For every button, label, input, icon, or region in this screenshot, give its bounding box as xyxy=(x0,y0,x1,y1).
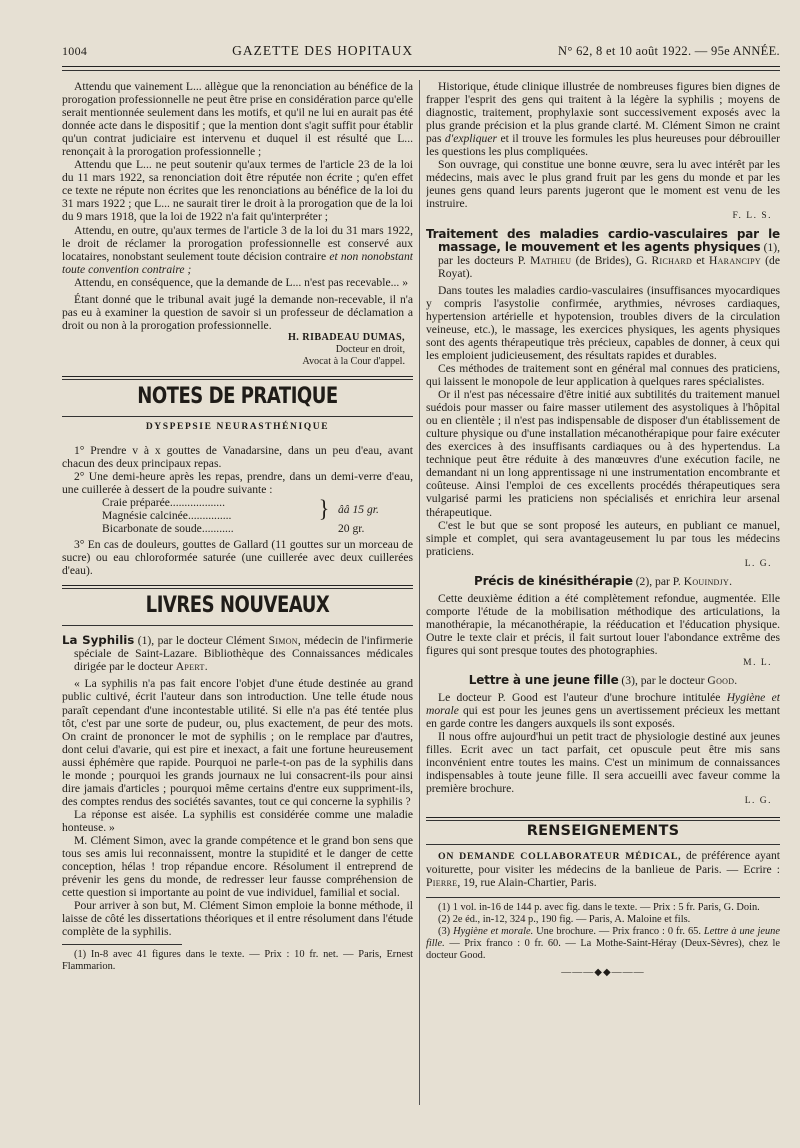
formula-quantity: 20 gr. xyxy=(338,522,365,536)
review-paragraph: « La syphilis n'a pas fait encore l'objet d'une étude destinée au grand public cultivé, écrit l'auteur dans son introduction. Une telle étude nous paraît cependant d'une incontestable utilité. Si elle n'a pas été tentée plus tôt, c'est par une sorte de pudeur, ou, plus exactement, de peur des mots. On craint de prononcer le mot de syphilis ; on le remplace par d'autres, dont celui d'avarie, qui est pire et inexact, a fait une fortune heureusement aussi éphémère que rapide. Pourquoi ne parle-t-on pas de la syphilis dans le monde ; pourquoi les grands journaux ne lui consacrent-ils pour ainsi dire jamais d'articles ; pourquoi même certains d'entre eux suppriment-ils, des comptes rendus des sociétés savantes, tout ce qui concerne la syphilis ? xyxy=(62,677,413,808)
review-paragraph: Ces méthodes de traitement sont en général mal connues des praticiens, qui laissent le monopole de leur application à quelques rares spécialistes. xyxy=(426,361,780,389)
formula-ingredient: Craie préparée................... xyxy=(102,496,225,510)
book-entry: Lettre à une jeune fille (3), par le docteur Good. xyxy=(468,673,738,688)
formula-quantity: ââ 15 gr. xyxy=(338,502,379,516)
review-paragraph: La réponse est aisée. La syphilis est considérée comme une maladie honteuse. » xyxy=(62,807,413,834)
footnote-rule xyxy=(62,944,182,945)
prescription-item: 2° Une demi-heure après les repas, prendre, dans un demi-verre d'eau, une cuillerée à dessert de la poudre suivante : xyxy=(62,470,413,497)
issue-info: N° 62, 8 et 10 août 1922. — 95e ANNÉE. xyxy=(558,44,780,58)
book-author: Harancipy xyxy=(708,253,761,267)
book-author: Simon xyxy=(268,634,298,648)
section-rule-thin xyxy=(62,379,413,380)
author-signature xyxy=(62,332,413,368)
review-italic: Hygiène et morale xyxy=(426,691,780,718)
formula-ingredient: Magnésie calcinée............... xyxy=(102,509,232,523)
left-column xyxy=(62,80,413,1120)
review-paragraph: Pour arriver à son but, M. Clément Simon emploie la bonne méthode, il laisse de côté les dissertations théoriques et il entre résolument dans l'étude complète de la syphilis. xyxy=(62,899,413,939)
journal-title: GAZETTE DES HOPITAUX xyxy=(232,43,414,58)
section-rule-thin xyxy=(426,820,780,821)
book-title: Lettre à une jeune fille xyxy=(468,673,619,688)
ornament-divider: ———◆◆——— xyxy=(561,966,645,978)
running-header xyxy=(62,44,780,66)
review-paragraph: Cette deuxième édition a été complètement refondue, augmentée. Elle comporte l'étude de la mobilisation méthodique des articulations, la manothérapie, la mécanothérapie, la rééducation et l'éducation physique. Outre le texte clair et précis, il fait surtout louer l'abondance extrême des figures qui sont presque toutes des photographies. xyxy=(426,591,780,657)
section-title-renseignements: RENSEIGNEMENTS xyxy=(526,822,680,839)
reviewer-initials: L. G. xyxy=(744,796,772,807)
book-title: Traitement des maladies cardio-vasculaires par le massage, le mouvement et les agents physiques xyxy=(426,226,780,254)
formula-ingredient: Bicarbonate de soude........... xyxy=(102,522,234,536)
classified-ad: ON DEMANDE COLLABORATEUR MÉDICAL, de préférence ayant voiturette, pour visiter les médecins de la banlieue de Paris. — Ecrire : Pierre, 19, rue Alain-Chartier, Paris. xyxy=(426,848,780,889)
review-italic: d'expliquer xyxy=(444,132,497,146)
legal-italic: et non nonobstant toute convention contraire ; xyxy=(62,249,413,276)
footnote: (2) 2e éd., in-12, 324 p., 190 fig. — Paris, A. Maloine et fils. xyxy=(438,913,691,925)
reviewer-initials: L. G. xyxy=(744,558,772,569)
page-number: 1004 xyxy=(62,44,88,58)
header-rule xyxy=(62,66,780,67)
section-title-livres: LIVRES NOUVEAUX xyxy=(145,593,330,619)
review-paragraph: Dans toutes les maladies cardio-vasculaires (insuffisances myocardiques y compris l'asystolie confirmée, arythmies, névroses cardiaques, hypertension artérielle et hypotension, troubles divers de la circulation veineuse, etc.), le massage, les exercices physiques, les agents physiques sont des agents thérapeutique très précieux, capables de donner, à ceux qui les emploient judicieusement, des résultats rapides et durables. xyxy=(426,283,780,362)
section-rule xyxy=(62,376,413,377)
signature-title: Docteur en droit, xyxy=(335,343,405,355)
book-entry: Précis de kinésithérapie (2), par P. Kouindjy. xyxy=(473,573,733,588)
footnote: (1) In-8 avec 41 figures dans le texte. — Prix : 10 fr. net. — Paris, Ernest Flammarion. xyxy=(62,949,413,973)
header-rule-thin xyxy=(62,70,780,71)
book-entry: La Syphilis (1), par le docteur Clément Simon, médecin de l'infirmerie spéciale de Saint-Lazare. Bibliothèque des Connaissances médicales dirigée par le docteur Apert. xyxy=(62,633,413,674)
review-paragraph: Historique, étude clinique illustrée de nombreuses figures bien dignes de frapper l'esprit des gens qui traitent à la légère la syphilis ; moyens de diagnostic, traitement, prophylaxie sont successivement exposés avec la plus grande précision et la plus grande clarté. M. Clément Simon ne craint pas d'expliquer et il trouve les formules les plus heureuses pour débrouiller les questions les plus compliquées. xyxy=(426,80,780,159)
review-paragraph: Son ouvrage, qui constitue une bonne œuvre, sera lu avec intérêt par les médecins, mais avec le plus grand fruit par les gens du monde et par les jeunes gens quand leurs parents jugeront que le moment est venu de les instruire. xyxy=(426,158,780,211)
footnote: (3) Hygiène et morale. Une brochure. — Prix franco : 0 fr. 65. Lettre à une jeune fille. — Prix franco : 0 fr. 60. — La Mothe-Saint-Héray (Deux-Sèvres), chez le docteur Good. xyxy=(426,925,780,961)
section-rule xyxy=(426,817,780,818)
book-entry: Traitement des maladies cardio-vasculaires par le massage, le mouvement et les agents physiques (1), par les docteurs P. Mathieu (de Brides), G. Richard et Harancipy (de Royat). xyxy=(426,226,780,280)
prescription-item: 3° En cas de douleurs, gouttes de Gallard (11 gouttes sur un morceau de sucre) ou eau chloroformée saturée (une cuillerée avec deux cuillerées d'eau). xyxy=(62,538,413,578)
section-rule-thin xyxy=(62,588,413,589)
book-title: Précis de kinésithérapie xyxy=(473,573,633,588)
legal-paragraph xyxy=(62,224,413,276)
reviewer-initials: F. L. S. xyxy=(732,211,772,222)
ad-lead: ON DEMANDE COLLABORATEUR MÉDICAL, xyxy=(438,850,682,862)
signature-title: Avocat à la Cour d'appel. xyxy=(302,355,405,367)
title-rule xyxy=(62,416,413,417)
section-rule xyxy=(62,585,413,586)
brace-icon: } xyxy=(318,494,330,523)
book-director: Apert xyxy=(175,660,205,674)
review-paragraph: Le docteur P. Good est l'auteur d'une brochure intitulée Hygiène et morale qui est pour les jeunes gens un avertissement précieux les mettant en garde contre les dangers auxquels ils sont exposés. xyxy=(426,691,780,731)
footnote: (1) 1 vol. in-16 de 144 p. avec fig. dans le texte. — Prix : 5 fr. Paris, G. Doin. xyxy=(438,901,760,913)
column-divider xyxy=(419,80,420,1105)
notes-subtitle: DYSPEPSIE NEURASTHÉNIQUE xyxy=(145,421,330,432)
right-column xyxy=(426,80,780,1120)
ad-contact: Pierre xyxy=(426,875,458,889)
prescription-item: 1° Prendre v à x gouttes de Vanadarsine, dans un peu d'eau, avant chacun des deux principaux repas. xyxy=(62,443,413,470)
legal-paragraph: Attendu que L... ne peut soutenir qu'aux termes de l'article 23 de la loi du 11 mars 1922, sa renonciation doit être réputée non écrite ; qu'en effet ce texte ne répute non écrites que les renonciations au bénéfice de la loi du 31 mars 1922 ; que L... ne saurait tirer le droit à la prorogation que de la loi du 9 mars 1918, que la loi de 1922 n'a fait qu'interpréter ; xyxy=(62,158,413,224)
legal-text: Attendu, en outre, qu'aux termes de l'article 3 de la loi du 31 mars 1922, le droit de réclamer la prorogation professionnelle est conservé aux locataires, nonobstant seulement toute décision contraire xyxy=(62,223,413,263)
book-author: Good xyxy=(707,674,735,688)
book-author: Mathieu xyxy=(530,253,572,267)
legal-paragraph: Étant donné que le tribunal avait jugé la demande non-recevable, il n'a pas eu à examiner la question de savoir si un professeur de déclamation a droit ou non à la prorogation professionnelle. xyxy=(62,292,413,332)
section-title-notes: NOTES DE PRATIQUE xyxy=(137,383,338,409)
legal-paragraph: Attendu, en conséquence, que la demande de L... n'est pas recevable... » xyxy=(74,275,408,289)
signature-name: H. RIBADEAU DUMAS, xyxy=(287,331,405,343)
legal-paragraph: Attendu que vainement L... allègue que la renonciation au bénéfice de la prorogation professionnelle ne peut être prise en considération parce qu'elle serait mentionnée seulement dans les motifs, et qu'il ne lui en aurait pas été donnée acte dans le dispositif ; que la mention dont s'agit suffit pour établir qu'un contrat judiciaire est intervenu et duquel il est résulté que L... renonçait à la prorogation professionnelle ; xyxy=(62,80,413,159)
book-author: Richard xyxy=(651,253,693,267)
book-author: Kouindjy xyxy=(683,574,730,588)
reviewer-initials: M. L. xyxy=(743,658,772,669)
review-paragraph: Or il n'est pas nécessaire d'être initié aux subtilités du traitement manuel suédois pour masser ou faire masser utilement des asystoliques à l'hôpital ou en clientèle ; il n'est pas indispensable de disposer d'un établissement de culture physique ou d'une installation mécanothérapique pour faire exécuter des exercices à des insuffisants cardiaques ou à des hypertendus. La technique peut être réduite à des manœuvres d'une exécution facile, ne demandant ni un long apprentissage ni une instrumentation encombrante et coûteuse. Ainsi l'emploi de ces excellents procédés thérapeutiques sera vulgarisé parmi les praticiens non spécialisés et enrichira leur arsenal thérapeutique. xyxy=(426,388,780,519)
book-title: La Syphilis xyxy=(62,633,135,648)
review-paragraph: M. Clément Simon, avec la grande compétence et le grand bon sens que tous ses amis lui reconnaissent, montre la stupidité et le danger de cette conception, hélas ! trop répandue encore. Résolument il entreprend de prévenir les gens du monde, de redresser leur fausse compréhension de cette question si importante au point de vue individuel, familial et social. xyxy=(62,833,413,900)
review-paragraph: Il nous offre aujourd'hui un petit tract de physiologie destiné aux jeunes filles. Ecrit avec un tact parfait, cet opuscule peut être mis sans inconvénient entre toutes les mains. C'est un minimum de connaissances indispensables à toute jeune fille. Il sera accueilli avec faveur comme la première brochure. xyxy=(426,730,780,796)
review-paragraph: C'est le but que se sont proposé les auteurs, en publiant ce manuel, simple et complet, qui sera avantageusement lu par tous les médecins praticiens. xyxy=(426,518,780,558)
powder-formula xyxy=(102,496,413,535)
